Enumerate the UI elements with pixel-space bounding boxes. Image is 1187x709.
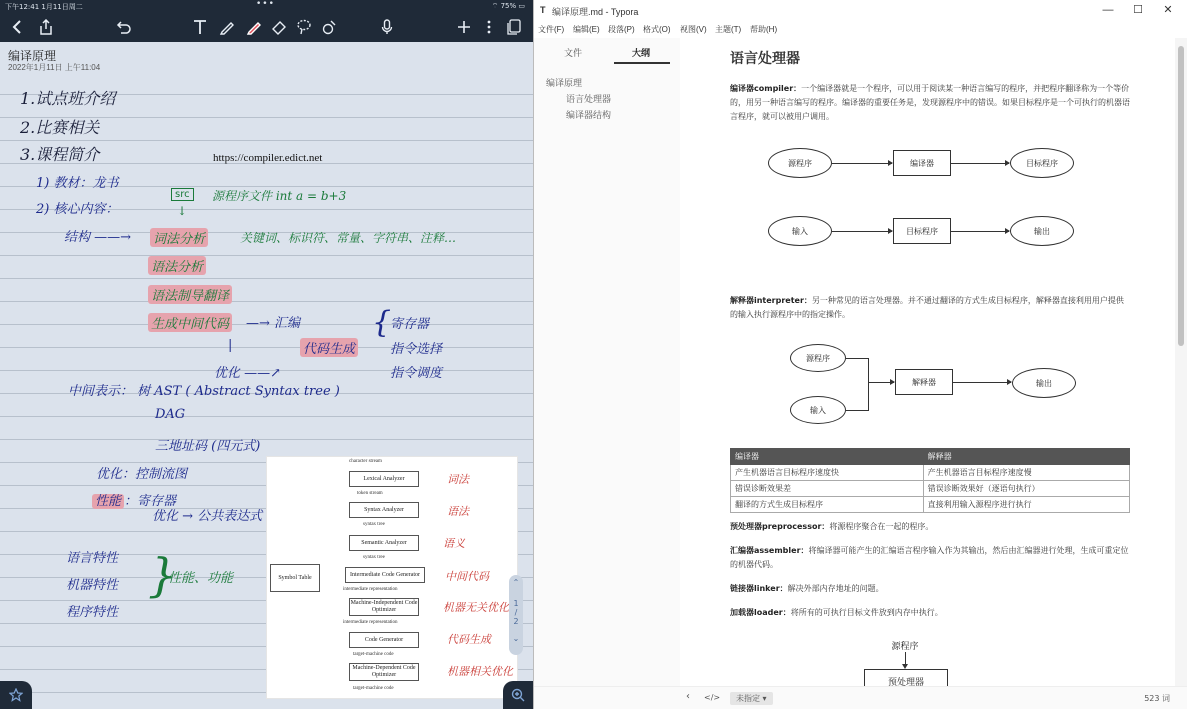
figure-annotation: 语法: [447, 505, 469, 518]
brace-2: }: [148, 548, 178, 602]
para-loader: 加载器loader：将所有的可执行目标文件放到内存中执行。: [730, 608, 943, 617]
typora-app-icon: T: [540, 5, 546, 15]
flow-label: character stream: [349, 459, 382, 464]
stage-syntax: 语法分析: [148, 256, 206, 275]
table-cell: 错误诊断效果差: [731, 481, 924, 497]
table-cell: 翻译的方式生成目标程序: [731, 497, 924, 513]
total-pages: 2: [513, 617, 519, 626]
page-separator: /: [514, 608, 518, 617]
highlighter-tool-icon[interactable]: [243, 17, 265, 37]
diagram-node: 输出: [1012, 368, 1076, 398]
tab-outline[interactable]: 大纲: [632, 49, 651, 59]
share-icon[interactable]: [35, 17, 57, 37]
phase-box: Syntax Analyzer: [349, 502, 419, 518]
note-line-1: 1.试点班介绍: [20, 89, 116, 108]
figure-annotation: 机器无关优化: [443, 601, 509, 614]
flow-label: token stream: [357, 491, 383, 496]
reg-label: 寄存器: [390, 317, 430, 332]
notes-app: [0, 0, 533, 709]
text-tool-icon[interactable]: [189, 17, 211, 37]
close-button[interactable]: ✕: [1163, 4, 1173, 16]
status-time: 下午12:41 1月11日周二: [5, 3, 83, 11]
para-linker: 链接器linker：解决外部内存地址的问题。: [730, 584, 884, 593]
flow-label: syntax tree: [363, 555, 385, 560]
minimize-button[interactable]: —: [1102, 4, 1114, 16]
eraser-tool-icon[interactable]: [268, 17, 290, 37]
diagram-edge: [868, 358, 869, 411]
table-cell: 错误诊断效果好（逐语句执行）: [923, 481, 1129, 497]
outline-item[interactable]: 编译器结构: [566, 111, 612, 121]
diagram-edge: [953, 382, 1011, 383]
stage-ir: 生成中间代码: [148, 313, 232, 332]
lasso-tool-icon[interactable]: [293, 17, 315, 37]
phase-box: Machine-Independent Code Optimizer: [349, 598, 419, 616]
flow-label: syntax tree: [363, 522, 385, 527]
brace: {: [372, 305, 392, 340]
tab-files[interactable]: 文件: [564, 49, 583, 59]
diagram-node: 解释器: [895, 369, 953, 395]
lex-note: 关键词、标识符、常量、字符串、注释…: [240, 231, 457, 245]
flow-label: target-machine code: [353, 652, 394, 657]
pages-overview-icon[interactable]: [503, 17, 525, 37]
figure-annotation: 中间代码: [445, 570, 489, 583]
ipad-status-bar: [0, 0, 533, 13]
phase-box: Lexical Analyzer: [349, 471, 419, 487]
editor-content[interactable]: [680, 38, 1176, 686]
figure-annotation: 机器相关优化: [447, 665, 513, 678]
add-page-icon[interactable]: [453, 17, 475, 37]
note-machine: 机器特性: [66, 578, 119, 593]
figure-annotation: 代码生成: [447, 633, 491, 646]
pen-tool-icon[interactable]: [216, 17, 238, 37]
multitask-dots[interactable]: •••: [256, 0, 275, 9]
note-line-2: 2.比赛相关: [20, 118, 100, 137]
diagram-node: 预处理器: [864, 669, 948, 686]
zoom-icon[interactable]: [503, 681, 533, 709]
table-row: [731, 481, 1130, 497]
flow-label: intermediate representation: [343, 620, 398, 625]
flow-label: target-machine code: [353, 686, 394, 691]
diagram-node: 源程序: [768, 148, 832, 178]
phase-box: Code Generator: [349, 632, 419, 648]
title-bar: [534, 0, 1187, 21]
table-row: [731, 465, 1130, 481]
para-assembler: 汇编器assembler：将编译器可能产生的汇编语言程序输入作为其输出，然后由汇编器进行处理，生成可重定位的机器代码。: [730, 546, 1129, 569]
note-structure: 结构 ——→: [64, 230, 132, 245]
vertical-scrollbar[interactable]: [1175, 38, 1187, 686]
diagram-edge: [846, 358, 868, 359]
diagram-node: 输出: [1010, 216, 1074, 246]
note-src-desc: 源程序文件 int a = b+3: [212, 189, 347, 203]
diagram-node: 输入: [768, 216, 832, 246]
language-select[interactable]: 未指定 ▾: [730, 692, 773, 705]
diagram-node: 目标程序: [893, 218, 951, 244]
note-header: [0, 42, 533, 72]
para-interpreter: 解释器interpreter：另一种常见的语言处理器。并不通过翻译的方式生成目标程序，解释器直接利用用户提供的输入执行源程序中的指定操作。: [730, 296, 1124, 319]
sched-label: 指令调度: [390, 366, 443, 381]
stage-lex: 词法分析: [150, 228, 208, 247]
figure-annotation: 词法: [447, 473, 469, 486]
doc-heading: 语言处理器: [730, 51, 800, 67]
menu-format[interactable]: 格式(O): [643, 25, 671, 34]
page-down-icon[interactable]: ⌄: [512, 634, 520, 643]
window-title: 编译原理.md - Typora: [552, 7, 639, 17]
flow-label: intermediate representation: [343, 587, 398, 592]
note-perf-func: 性能、功能: [168, 571, 234, 586]
menu-bar: [534, 21, 1187, 37]
outline-item[interactable]: 编译原理: [546, 79, 583, 89]
active-tab-indicator: [614, 62, 670, 64]
page-indicator[interactable]: [509, 575, 523, 655]
sidebar: [534, 38, 680, 686]
undo-icon[interactable]: [112, 17, 134, 37]
diagram-node: 输入: [790, 396, 846, 424]
note-line-3: 3.课程简介: [20, 145, 100, 164]
table-row: [731, 497, 1130, 513]
note-lang: 语言特性: [66, 551, 119, 566]
table-cell: 直接利用输入源程序进行执行: [923, 497, 1129, 513]
menu-theme[interactable]: 主题(T): [715, 25, 742, 34]
diagram-edge: [846, 410, 868, 411]
favorite-star-icon[interactable]: [0, 681, 32, 709]
table-header-row: [731, 449, 1130, 465]
diagram-edge: [832, 231, 892, 232]
symbol-table-box: Symbol Table: [270, 564, 320, 592]
word-count[interactable]: 523 词: [1144, 694, 1170, 703]
table-header: 解释器: [923, 449, 1129, 465]
compiler-phases-figure: [266, 456, 518, 699]
menu-help[interactable]: 帮助(H): [750, 25, 778, 34]
diagram-node: 源程序: [790, 344, 846, 372]
menu-file[interactable]: 文件(F): [538, 25, 565, 34]
battery-indicator: ⌔ 75% ▭: [491, 2, 525, 10]
para-compiler: 编译器compiler：一个编译器就是一个程序，可以用于阅读某一种语言编写的程序，并把程序翻译称为一个等价的，用另一种语言编写的程序。编译器的重要任务是，发现源程序中的错误。如果目标程序是一个可执行的机器语言程序，就可以被用户调用。: [730, 84, 1130, 121]
isel-label: 指令选择: [390, 342, 443, 357]
asm-label: —→ 汇编: [246, 316, 301, 331]
note-dag: DAG: [155, 407, 186, 422]
source-code-icon[interactable]: </>: [704, 693, 721, 702]
outline-item[interactable]: 语言处理器: [566, 95, 612, 105]
menu-paragraph[interactable]: 段落(P): [608, 25, 635, 34]
note-perf: 性能 ：寄存器: [92, 490, 176, 509]
note-tac: 三地址码 (四元式): [155, 439, 261, 454]
menu-view[interactable]: 视图(V): [680, 25, 707, 34]
phase-box: Semantic Analyzer: [349, 535, 419, 551]
src-label: src: [171, 188, 194, 201]
table-header: 编译器: [731, 449, 924, 465]
diagram-node: 编译器: [893, 150, 951, 176]
typora-window: [533, 0, 1187, 709]
note-perf-opt: 优化 → 公共表达式: [152, 509, 263, 524]
diagram-edge: [832, 163, 892, 164]
current-page: 1: [513, 599, 519, 608]
phase-box: Machine-Dependent Code Optimizer: [349, 663, 419, 681]
diagram-node: 源程序: [891, 641, 919, 652]
note-core: 2) 核心内容：: [36, 202, 119, 217]
opt-label: 优化 ——↗: [214, 366, 282, 381]
stage-semantic: 语法制导翻译: [148, 285, 232, 304]
diagram-edge: [951, 163, 1009, 164]
shapes-tool-icon[interactable]: [318, 17, 340, 37]
back-icon[interactable]: ‹: [686, 691, 690, 702]
table-cell: 产生机器语言目标程序速度快: [731, 465, 924, 481]
more-options-icon[interactable]: [478, 17, 500, 37]
status-bar: [534, 686, 1187, 709]
stage-codegen: 代码生成: [300, 338, 358, 357]
note-program: 程序特性: [66, 605, 119, 620]
menu-edit[interactable]: 编辑(E): [573, 25, 600, 34]
para-preprocessor: 预处理器preprocessor：将源程序聚合在一起的程序。: [730, 522, 934, 531]
diagram-edge: [951, 231, 1009, 232]
figure-annotation: 语义: [443, 537, 465, 550]
table-cell: 产生机器语言目标程序速度慢: [923, 465, 1129, 481]
maximize-button[interactable]: ☐: [1133, 4, 1143, 16]
back-icon[interactable]: [6, 17, 28, 37]
note-textbook: 1) 教材：龙书: [36, 176, 119, 191]
diagram-node: 目标程序: [1010, 148, 1074, 178]
course-url: https://compiler.edict.net: [213, 152, 323, 164]
microphone-icon[interactable]: [376, 17, 398, 37]
note-optim: 优化：控制流图: [96, 467, 188, 482]
note-title[interactable]: 编译原理: [8, 49, 57, 63]
down-arrow: ↓: [177, 204, 188, 218]
comparison-table: [730, 448, 1130, 513]
phase-box: Intermediate Code Generator: [345, 567, 425, 583]
scrollbar-thumb[interactable]: [1178, 46, 1184, 346]
opt-arrow: |: [228, 338, 233, 353]
note-date: 2022年1月11日 上午11:04: [8, 63, 101, 72]
notes-toolbar: [0, 13, 533, 42]
page-up-icon[interactable]: ⌃: [512, 578, 520, 587]
note-irrep: 中间表示： 树 AST ( Abstract Syntax tree ): [68, 384, 340, 399]
